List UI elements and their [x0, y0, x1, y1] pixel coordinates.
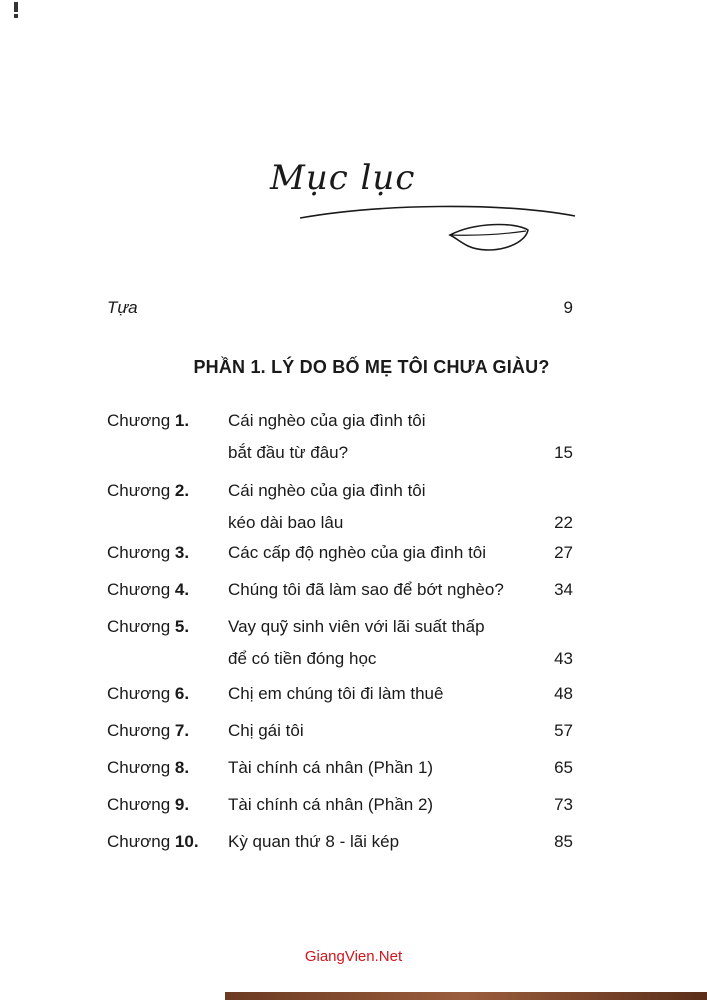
part-heading: PHẦN 1. LÝ DO BỐ MẸ TÔI CHƯA GIÀU? — [193, 357, 550, 377]
chapter-number: 5. — [174, 617, 190, 636]
chapter-title-line: Chị em chúng tôi đi làm thuê — [228, 684, 444, 703]
chapter-page-number: 57 — [554, 721, 573, 740]
chapter-title-line: Tài chính cá nhân (Phần 1) — [228, 758, 434, 777]
chapter-label — [107, 475, 189, 507]
chapter-title — [228, 752, 548, 784]
chapter-word: Chương — [107, 758, 175, 777]
chapter-title-line: Cái nghèo của gia đình tôi — [228, 411, 426, 430]
chapter-page-number: 65 — [554, 758, 573, 777]
chapter-entry — [107, 537, 573, 569]
chapter-entry — [107, 789, 573, 821]
chapter-title-line: Các cấp độ nghèo của gia đình tôi — [228, 543, 487, 562]
chapter-word: Chương — [107, 832, 175, 851]
chapter-number: 7. — [174, 721, 190, 740]
chapter-word: Chương — [107, 795, 175, 814]
chapter-title — [228, 611, 548, 675]
chapter-label — [107, 678, 189, 710]
chapter-word: Chương — [107, 617, 175, 636]
chapter-title — [228, 678, 548, 710]
preface-entry — [107, 298, 573, 318]
chapter-page-number: 15 — [554, 443, 573, 462]
chapter-word: Chương — [107, 411, 175, 430]
chapter-entry — [107, 611, 573, 675]
chapter-title-line: Tài chính cá nhân (Phần 2) — [228, 795, 434, 814]
chapter-title — [228, 715, 548, 747]
chapter-label — [107, 537, 189, 569]
watermark-text: GiangVien.Net — [304, 948, 403, 965]
page-edge — [225, 992, 707, 1000]
chapter-label — [107, 826, 199, 858]
chapter-title — [228, 826, 548, 858]
page-title: Mục lục — [270, 158, 416, 198]
chapter-title — [228, 789, 548, 821]
chapter-label — [107, 405, 189, 437]
chapter-word: Chương — [107, 543, 175, 562]
chapter-word: Chương — [107, 481, 175, 500]
preface-page-number: 9 — [563, 298, 573, 317]
chapter-title — [228, 537, 548, 569]
chapter-entry — [107, 475, 573, 539]
chapter-number: 2. — [174, 481, 190, 500]
chapter-page-number: 27 — [554, 543, 573, 562]
chapter-page-number: 85 — [554, 832, 573, 851]
chapter-number: 10. — [174, 832, 199, 851]
chapter-word: Chương — [107, 684, 175, 703]
chapter-title — [228, 405, 548, 469]
scan-mark — [14, 14, 18, 18]
chapter-entry — [107, 715, 573, 747]
chapter-label — [107, 752, 189, 784]
leaf-ornament-icon — [300, 200, 580, 270]
chapter-entry — [107, 826, 573, 858]
chapter-number: 4. — [174, 580, 190, 599]
chapter-entry — [107, 574, 573, 606]
chapter-word: Chương — [107, 580, 175, 599]
chapter-number: 1. — [174, 411, 190, 430]
chapter-title-line: Kỳ quan thứ 8 - lãi kép — [228, 832, 400, 851]
chapter-entry — [107, 752, 573, 784]
chapter-title-line: để có tiền đóng học — [228, 649, 377, 668]
chapter-entry — [107, 678, 573, 710]
chapter-page-number: 73 — [554, 795, 573, 814]
chapter-title-line: Vay quỹ sinh viên với lãi suất thấp — [228, 617, 485, 636]
preface-label: Tựa — [107, 298, 138, 317]
chapter-word: Chương — [107, 721, 175, 740]
chapter-title — [228, 475, 548, 539]
chapter-page-number: 34 — [554, 580, 573, 599]
chapter-title — [228, 574, 548, 606]
chapter-title-line: bắt đầu từ đâu? — [228, 443, 349, 462]
chapter-label — [107, 574, 189, 606]
chapter-entry — [107, 405, 573, 469]
chapter-page-number: 48 — [554, 684, 573, 703]
chapter-page-number: 43 — [554, 649, 573, 668]
chapter-title-line: kéo dài bao lâu — [228, 513, 344, 532]
chapter-label — [107, 789, 189, 821]
chapter-label — [107, 611, 189, 643]
scan-mark — [14, 2, 18, 12]
chapter-label — [107, 715, 189, 747]
chapter-title-line: Chúng tôi đã làm sao để bớt nghèo? — [228, 580, 504, 599]
chapter-page-number: 22 — [554, 513, 573, 532]
chapter-number: 3. — [174, 543, 190, 562]
chapter-number: 9. — [174, 795, 190, 814]
chapter-title-line: Cái nghèo của gia đình tôi — [228, 481, 426, 500]
chapter-number: 8. — [174, 758, 190, 777]
chapter-title-line: Chị gái tôi — [228, 721, 304, 740]
chapter-number: 6. — [174, 684, 190, 703]
